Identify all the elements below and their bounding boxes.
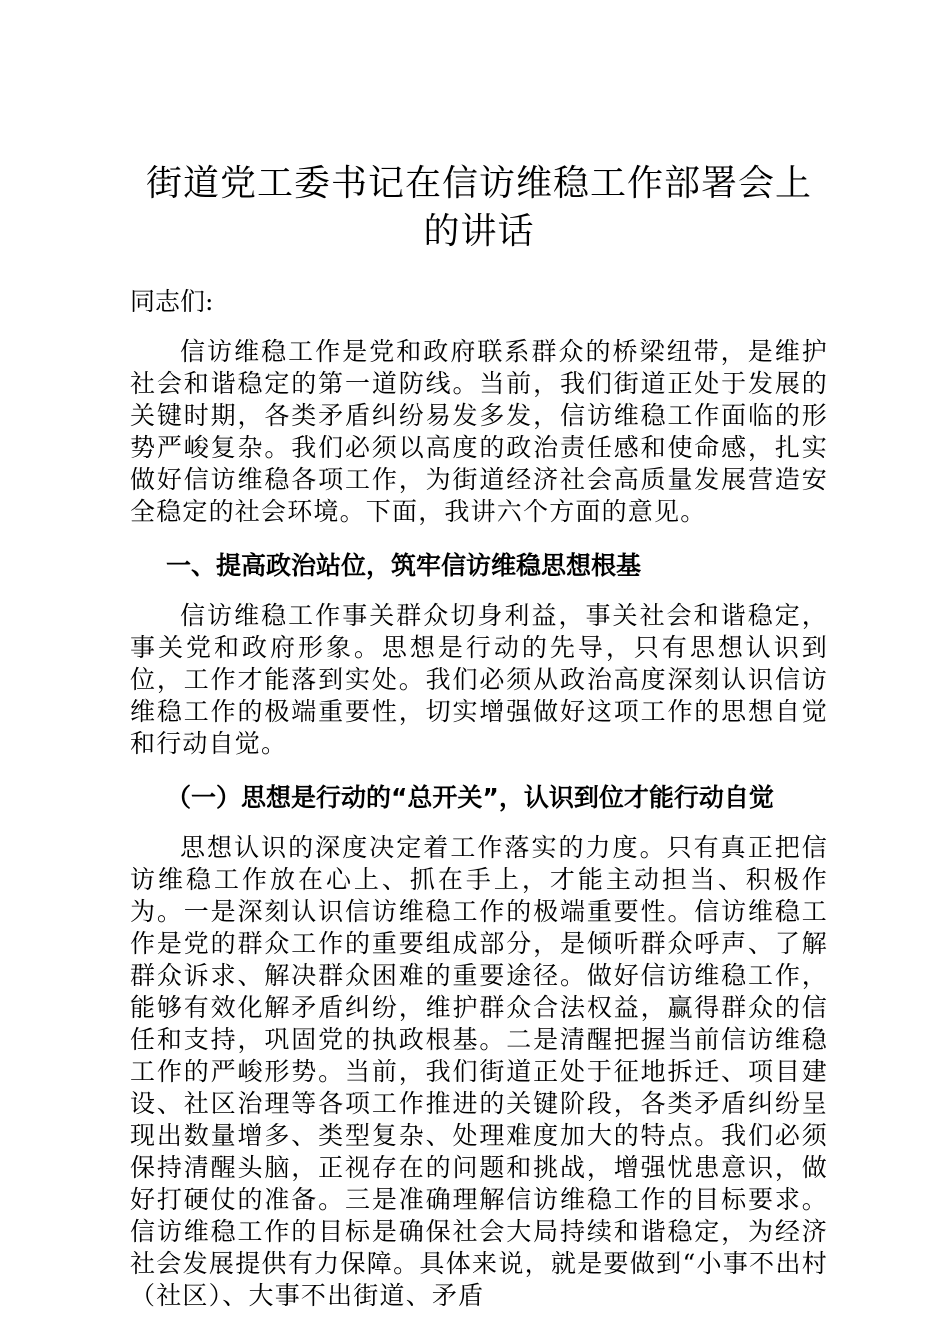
subsection-1-paragraph: 思想认识的深度决定着工作落实的力度。只有真正把信访维稳工作放在心上、抓在手上，才能主动担当、积极作为。一是深刻认识信访维稳工作的极端重要性。信访维稳工作是党的群众工作的重要组成部分，是倾听群众呼声、了解群众诉求、解决群众困难的重要途径。做好信访维稳工作，能够有效化解矛盾纠纷，维护群众合法权益，赢得群众的信任和支持，巩固党的执政根基。二是清醒把握当前信访维稳工作的严峻形势。当前，我们街道正处于征地拆迁、项目建设、社区治理等各项工作推进的关键阶段，各类矛盾纠纷呈现出数量增多、类型复杂、处理难度加大的特点。我们必须保持清醒头脑，正视存在的问题和挑战，增强忧患意识，做好打硬仗的准备。三是准确理解信访维稳工作的目标要求。信访维稳工作的目标是确保社会大局持续和谐稳定，为经济社会发展提供有力保障。具体来说，就是要做到“小事不出村（社区）、大事不出街道、矛盾 bbox=[130, 833, 828, 1310]
salutation: 同志们: bbox=[130, 287, 214, 316]
section-1-paragraph: 信访维稳工作事关群众切身利益，事关社会和谐稳定，事关党和政府形象。思想是行动的先导，只有思想认识到位，工作才能落到实处。我们必须从政治高度深刻认识信访维稳工作的极端重要性，切实增强做好这项工作的思想自觉和行动自觉。 bbox=[130, 601, 828, 758]
document-page bbox=[130, 160, 828, 1312]
subsection-heading-1: （一）思想是行动的“总开关”，认识到位才能行动自觉 bbox=[166, 783, 774, 812]
document-title: 街道党工委书记在信访维稳工作部署会上的讲话 bbox=[145, 163, 812, 252]
section-heading-1: 一、提高政治站位，筑牢信访维稳思想根基 bbox=[166, 551, 642, 580]
intro-paragraph: 信访维稳工作是党和政府联系群众的桥梁纽带，是维护社会和谐稳定的第一道防线。当前，我们街道正处于发展的关键时期，各类矛盾纠纷易发多发，信访维稳工作面临的形势严峻复杂。我们必须以高度的政治责任感和使命感，扎实做好信访维稳各项工作，为街道经济社会高质量发展营造安全稳定的社会环境。下面，我讲六个方面的意见。 bbox=[130, 337, 828, 526]
